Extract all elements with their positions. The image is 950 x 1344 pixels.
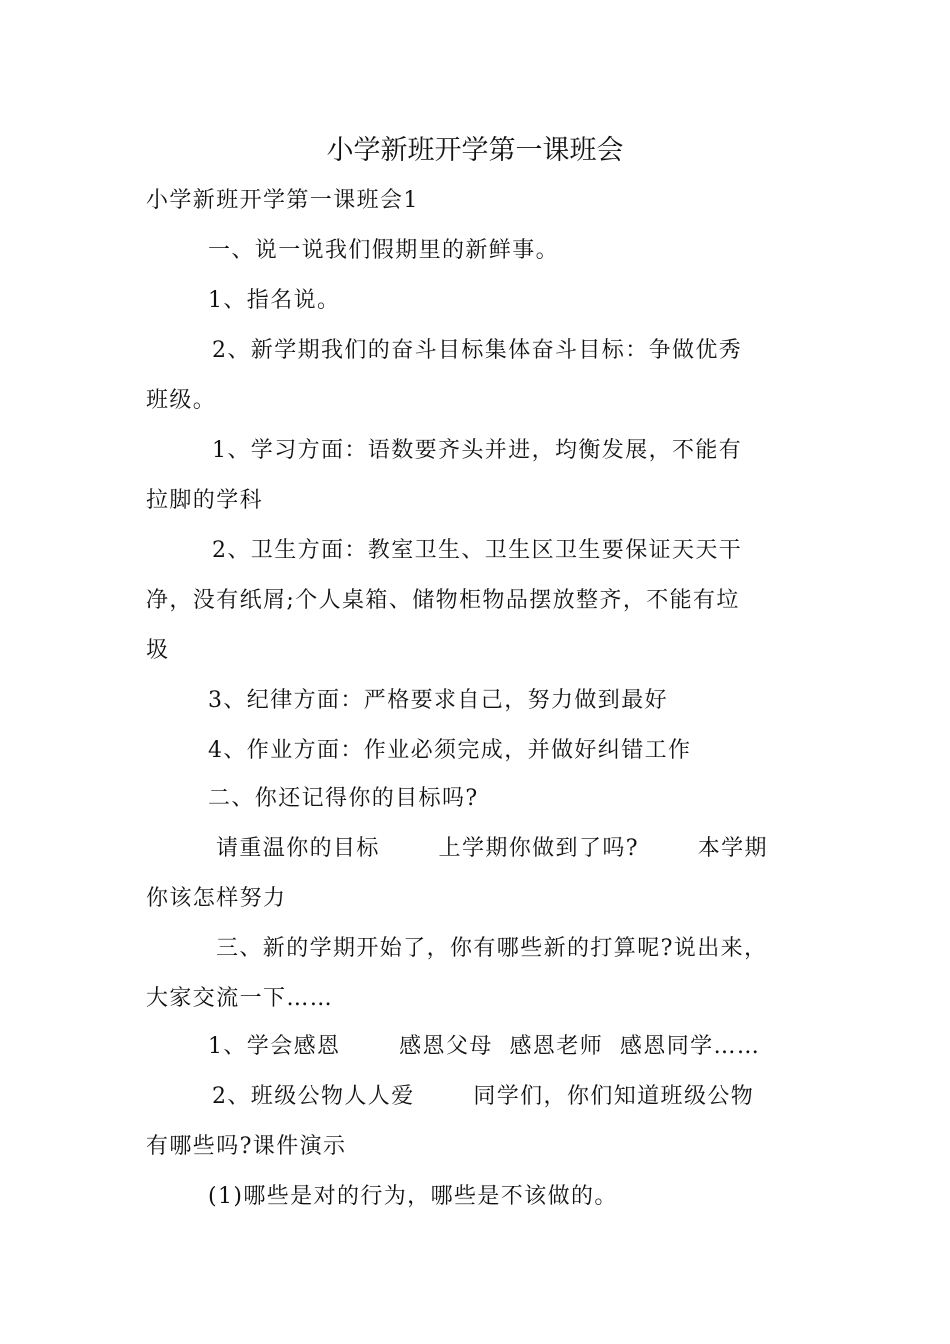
paragraph-line: 2、卫生方面：教室卫生、卫生区卫生要保证天天干 [212,538,743,563]
paragraph-line: 2、新学期我们的奋斗目标集体奋斗目标：争做优秀 [212,338,743,363]
paragraph-line: 1、学习方面：语数要齐头并进，均衡发展，不能有 [212,438,743,463]
paragraph-line: 2、班级公物人人爱 同学们，你们知道班级公物 [212,1084,755,1109]
paragraph-line: 圾 [146,638,170,663]
paragraph-line: 3、纪律方面：严格要求自己，努力做到最好 [208,688,668,713]
paragraph-line: 二、你还记得你的目标吗? [208,786,479,811]
section-heading: 小学新班开学第一课班会1 [146,188,419,213]
paragraph-line: 有哪些吗?课件演示 [146,1134,347,1159]
paragraph-line: 拉脚的学科 [146,488,264,513]
paragraph-line: (1)哪些是对的行为，哪些是不该做的。 [208,1184,618,1209]
paragraph-line: 净，没有纸屑;个人桌箱、储物柜物品摆放整齐，不能有垃 [146,588,740,613]
document-title: 小学新班开学第一课班会 [326,135,624,166]
paragraph-line: 一、说一说我们假期里的新鲜事。 [208,238,560,263]
paragraph-line: 班级。 [146,388,217,413]
paragraph-line: 4、作业方面：作业必须完成，并做好纠错工作 [208,738,692,763]
paragraph-line: 三、新的学期开始了，你有哪些新的打算呢?说出来， [216,936,768,961]
paragraph-line: 请重温你的目标 上学期你做到了吗? 本学期 [216,836,768,861]
paragraph-line: 1、学会感恩 感恩父母 感恩老师 感恩同学…… [208,1034,761,1059]
paragraph-line: 1、指名说。 [208,288,341,313]
paragraph-line: 大家交流一下…… [146,986,334,1011]
paragraph-line: 你该怎样努力 [146,886,287,911]
